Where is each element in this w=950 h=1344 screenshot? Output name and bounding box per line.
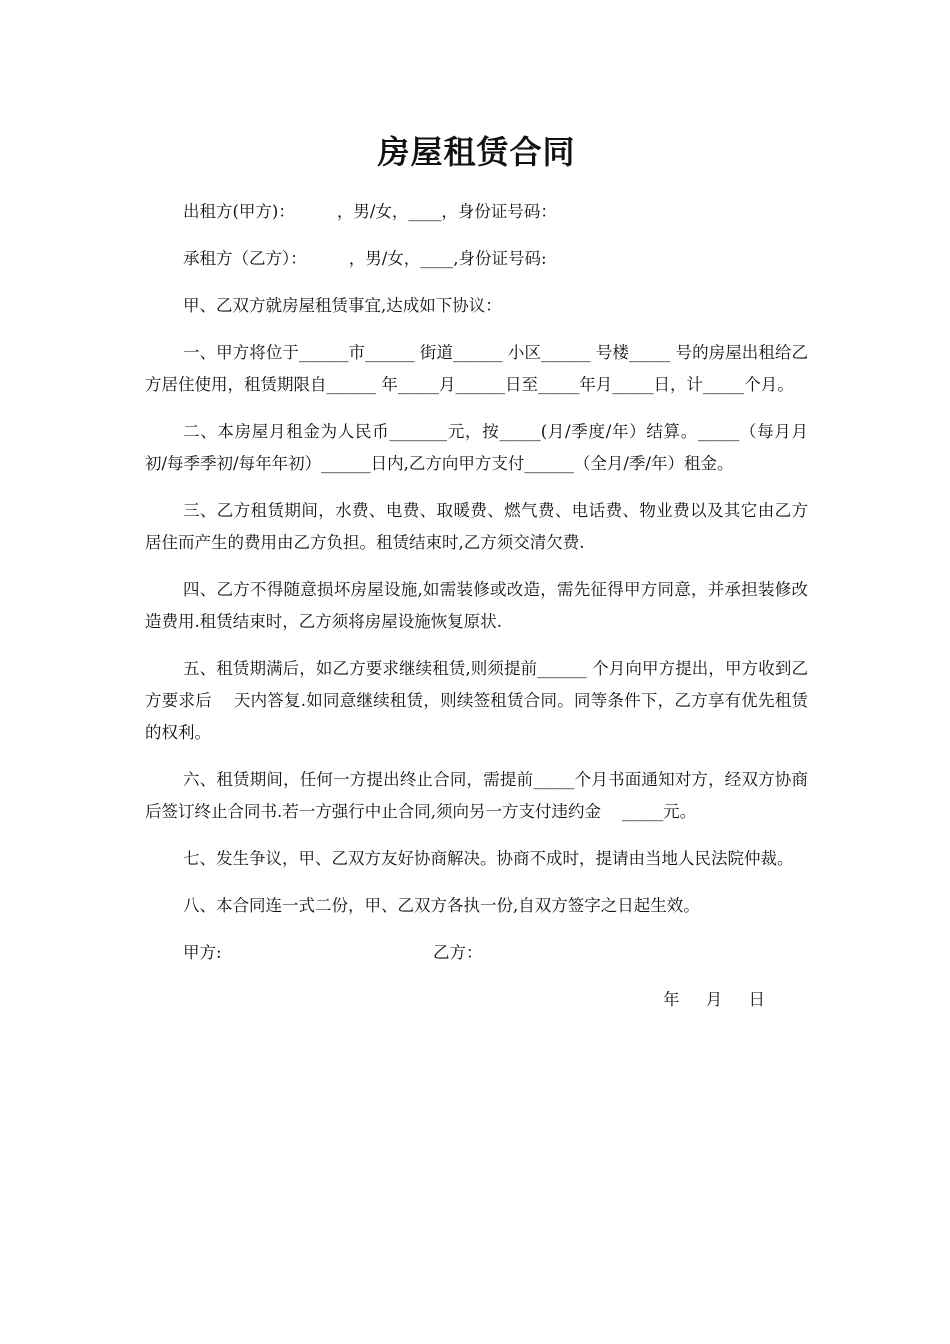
spacer bbox=[145, 922, 808, 937]
clause-2: 二、本房屋月租金为人民币_______元，按_____(月/季度/年）结算。_____（每月月初/每季季初/每年年初）______日内,乙方向甲方支付______（全月/季/年）租金。 bbox=[145, 422, 808, 473]
clause-3: 三、乙方租赁期间，水费、电费、取暖费、燃气费、电话费、物业费以及其它由乙方居住而产生的费用由乙方负担。租赁结束时,乙方须交清欠费. bbox=[145, 501, 808, 552]
signature-party-a: 甲方: bbox=[183, 943, 222, 962]
spacer bbox=[145, 875, 808, 890]
clause-7: 七、发生争议，甲、乙双方友好协商解决。协商不成时，提请由当地人民法院仲裁。 bbox=[183, 849, 794, 868]
spacer bbox=[145, 559, 808, 574]
clause-5: 五、租赁期满后，如乙方要求继续租赁,则须提前______ 个月向甲方提出，甲方收到乙方要求后 天内答复.如同意继续租赁，则续签租赁合同。同等条件下，乙方享有优先租赁的权利。 bbox=[145, 659, 808, 742]
spacer bbox=[145, 828, 808, 843]
clause-4: 四、乙方不得随意损坏房屋设施,如需装修或改造，需先征得甲方同意，并承担装修改造费用.租赁结束时，乙方须将房屋设施恢复原状. bbox=[145, 580, 808, 631]
clause-6: 六、租赁期间，任何一方提出终止合同，需提前_____个月书面通知对方，经双方协商后签订终止合同书.若一方强行中止合同,须向另一方支付违约金 _____元。 bbox=[145, 770, 808, 821]
spacer bbox=[145, 322, 808, 337]
spacer bbox=[145, 275, 808, 290]
signature-party-b: 乙方： bbox=[433, 943, 483, 962]
spacer bbox=[145, 749, 808, 764]
spacer bbox=[145, 969, 808, 984]
clause-8: 八、本合同连一式二份，甲、乙双方各执一份,自双方签字之日起生效。 bbox=[183, 896, 700, 915]
document-title: 房屋租赁合同 bbox=[377, 133, 576, 171]
signing-date: 年 月 日 bbox=[663, 990, 765, 1009]
signature-row bbox=[145, 937, 808, 969]
date-row bbox=[145, 984, 808, 1016]
spacer bbox=[145, 401, 808, 416]
lessee-line: 承租方（乙方）： ，男/女，____,身份证号码: bbox=[183, 249, 547, 268]
clause-1: 一、甲方将位于______市______ 街道______ 小区______ 号楼_____ 号的房屋出租给乙方居住使用，租赁期限自______ 年_____月______日至_____年月_____日，计_____个月。 bbox=[145, 343, 808, 394]
spacer bbox=[145, 480, 808, 495]
spacer bbox=[145, 638, 808, 653]
spacer bbox=[145, 228, 808, 243]
intro-line: 甲、乙双方就房屋租赁事宜,达成如下协议： bbox=[183, 296, 502, 315]
lessor-line: 出租方(甲方)： ，男/女，____，身份证号码： bbox=[183, 202, 557, 221]
spacer bbox=[145, 176, 808, 196]
